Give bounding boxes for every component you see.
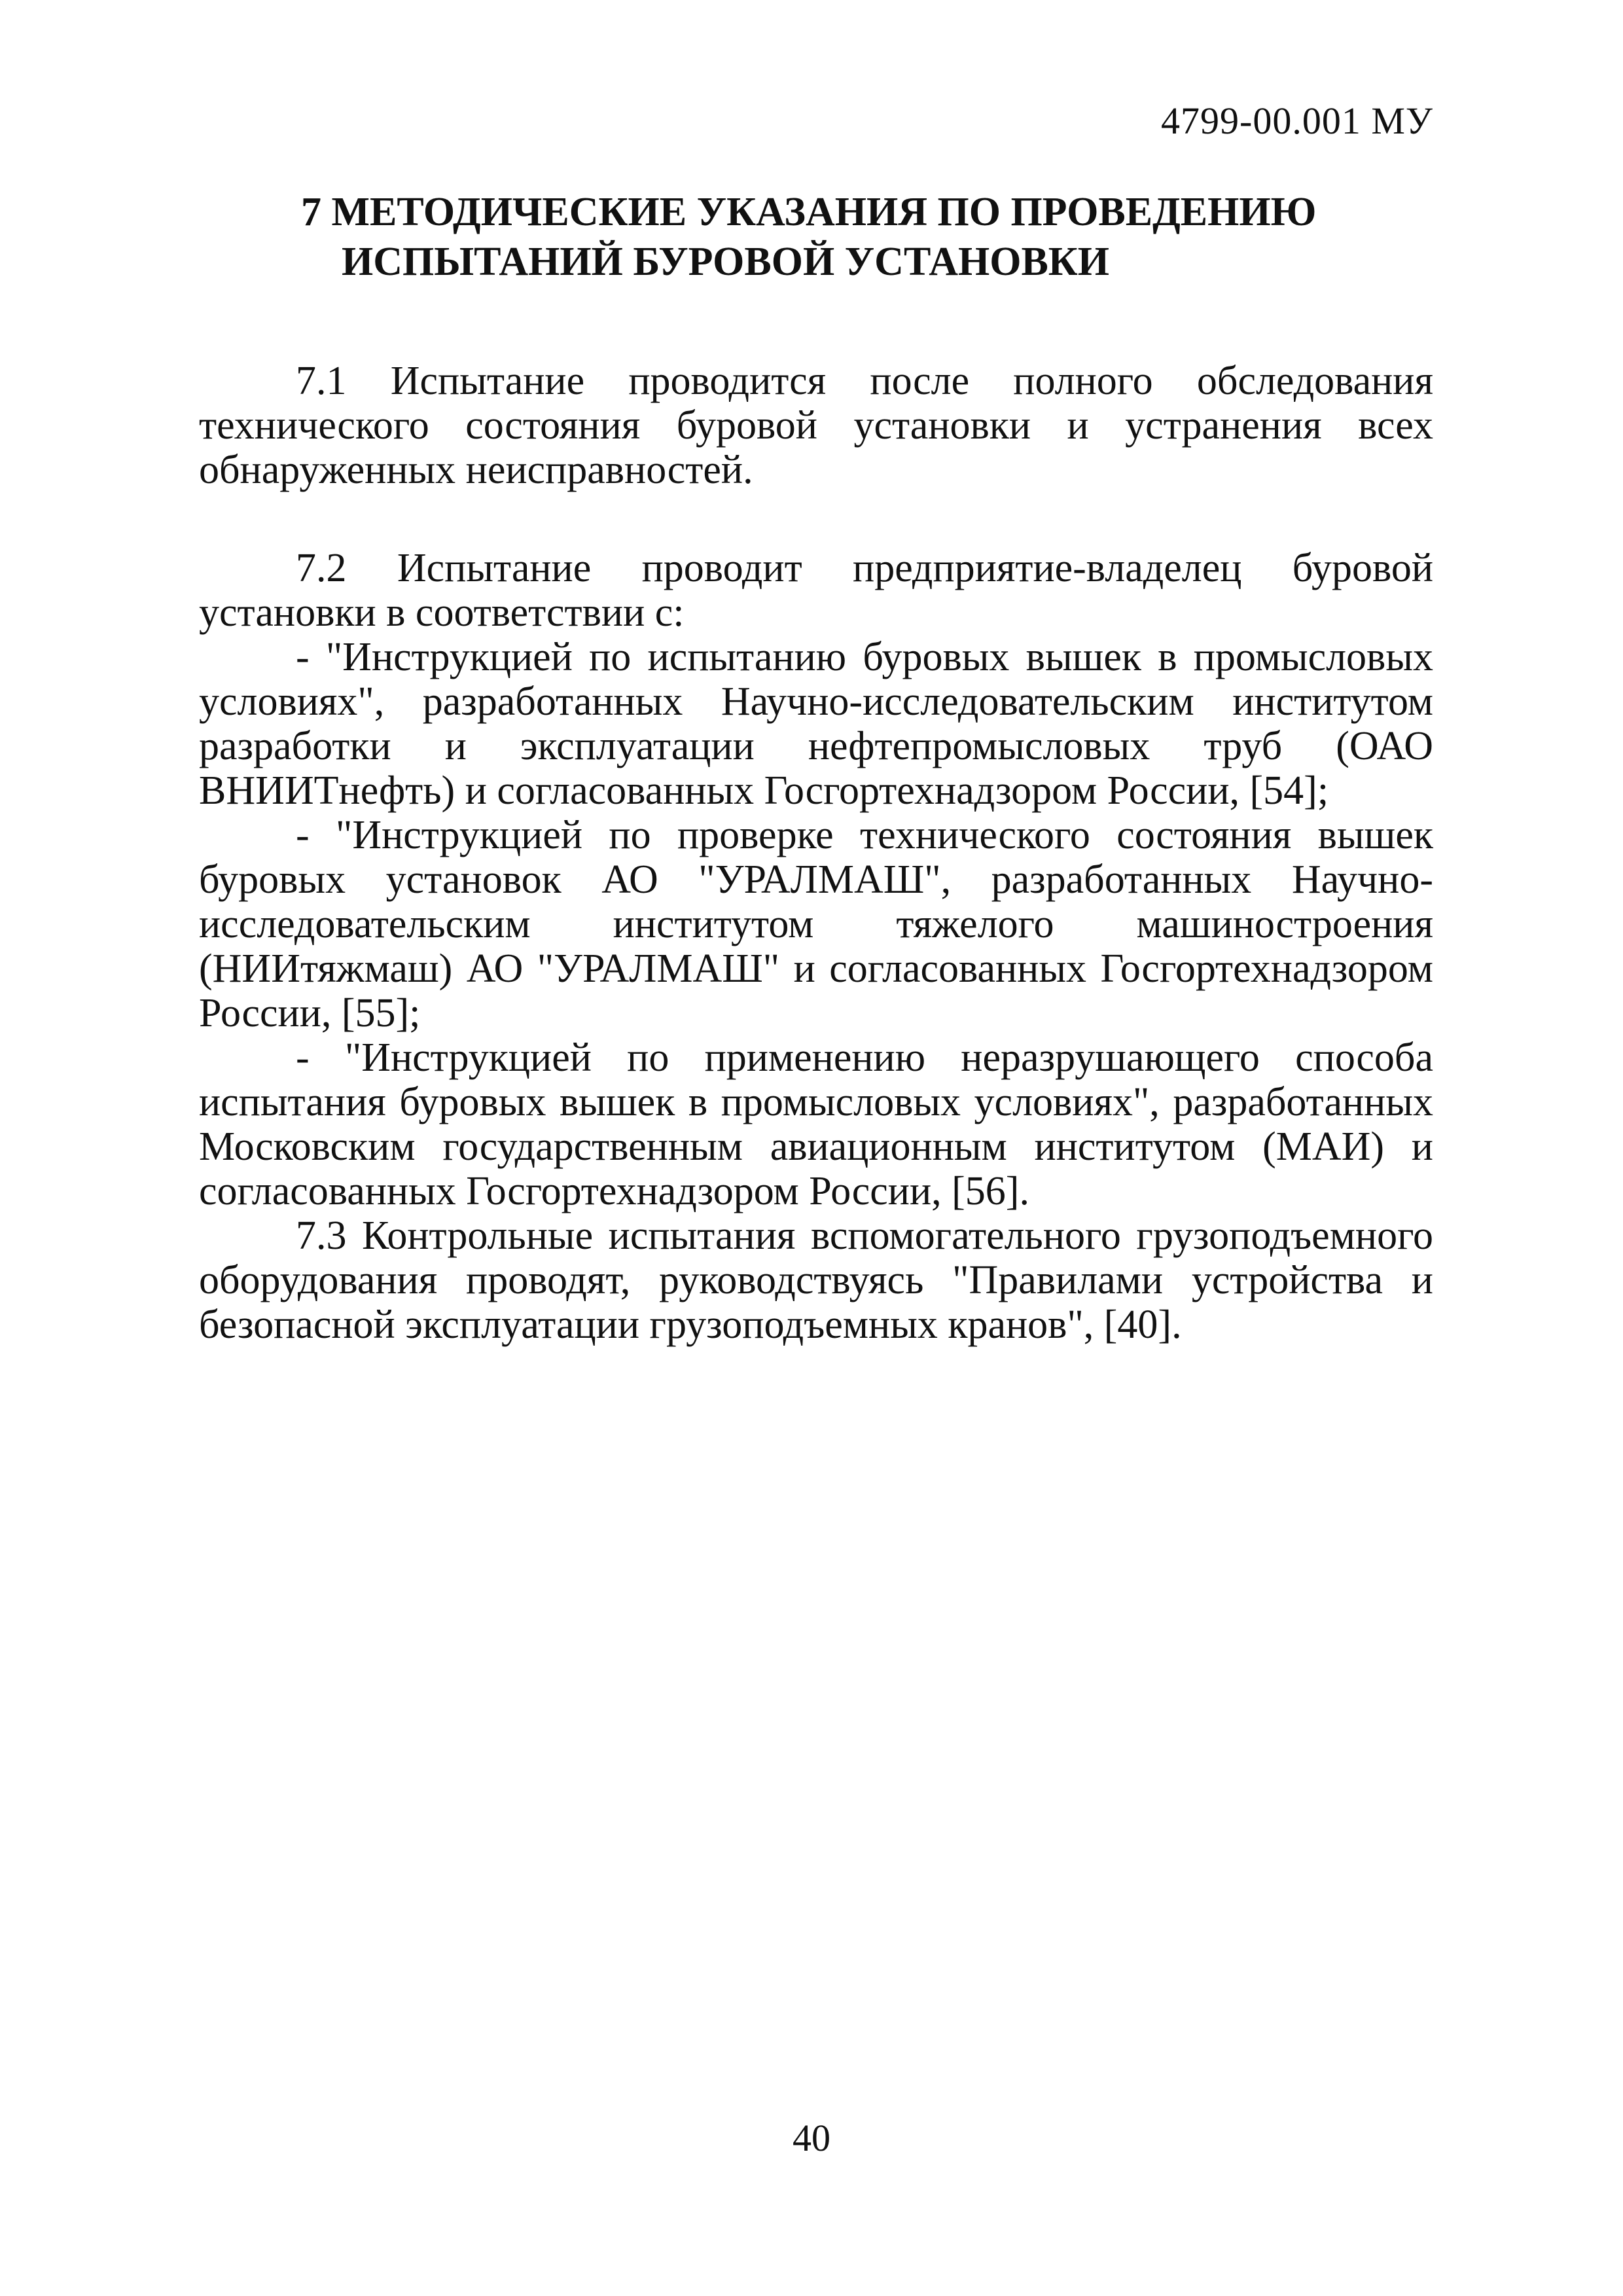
list-item: - "Инструкцией по испытанию буровых вышек в промысловых условиях", разработанных Научно-исследовательским институтом разработки и эксплуатации нефтепромысловых труб (ОАО ВНИИТнефть) и согласованных Госгортехнадзором России, [54];	[199, 635, 1433, 813]
list-item: - "Инструкцией по применению неразрушающего способа испытания буровых вышек в промысловых условиях", разработанных Московским государственным авиационным институтом (МАИ) и согласованных Госгортехнадзором России, [56].	[199, 1035, 1433, 1213]
page-number: 40	[793, 2117, 830, 2159]
section-body	[199, 359, 1433, 1347]
section-title-line-2: ИСПЫТАНИЙ БУРОВОЙ УСТАНОВКИ	[342, 240, 1109, 284]
paragraph-7-1: 7.1 Испытание проводится после полного обследования технического состояния буровой установки и устранения всех обнаруженных неисправностей.	[199, 359, 1433, 492]
section-title	[301, 187, 1427, 287]
paragraph-7-3: 7.3 Контрольные испытания вспомогательного грузоподъемного оборудования проводят, руководствуясь "Правилами устройства и безопасной эксплуатации грузоподъемных кранов", [40].	[199, 1213, 1433, 1347]
section-title-line-1: 7 МЕТОДИЧЕСКИЕ УКАЗАНИЯ ПО ПРОВЕДЕНИЮ	[301, 190, 1317, 234]
list-item: - "Инструкцией по проверке технического состояния вышек буровых установок АО "УРАЛМАШ", разработанных Научно-исследовательским институтом тяжелого машиностроения (НИИтяжмаш) АО "УРАЛМАШ" и согласованных Госгортехнадзором России, [55];	[199, 813, 1433, 1035]
document-code: 4799-00.001 МУ	[1161, 99, 1433, 142]
paragraph-7-2: 7.2 Испытание проводит предприятие-владелец буровой установки в соответствии с:	[199, 546, 1433, 635]
paragraph-7-2-list	[199, 635, 1433, 1213]
